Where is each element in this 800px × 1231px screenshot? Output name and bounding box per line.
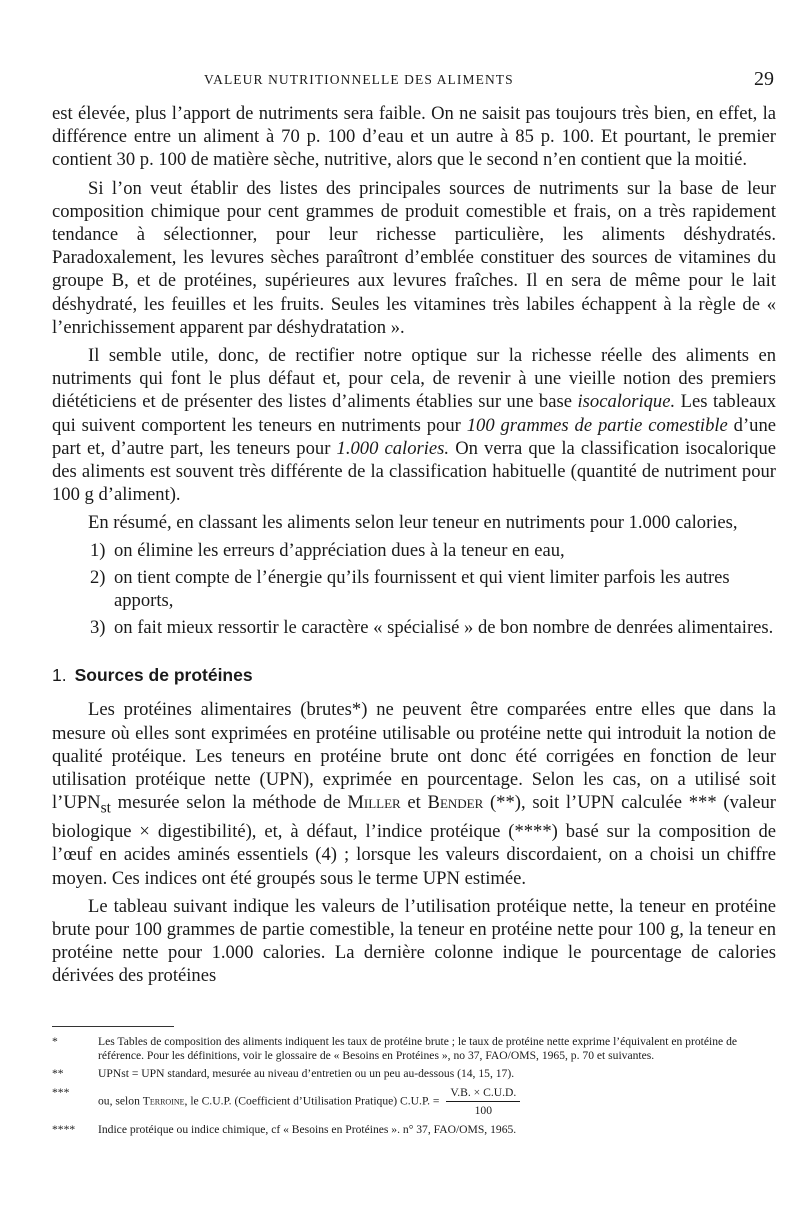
list-item [52, 539, 776, 562]
footnote [52, 1067, 776, 1081]
summary-list [52, 539, 776, 640]
footnotes [52, 1026, 776, 1141]
text-run: et [400, 792, 428, 814]
footnote-mark: ** [52, 1067, 64, 1080]
fraction-numerator: V.B. × C.U.D. [446, 1086, 520, 1103]
footnote [52, 1086, 776, 1118]
footnote-text: UPNst = UPN standard, mesurée au niveau d’entretien ou un peu au-dessous (14, 15, 17). [98, 1067, 515, 1080]
text-run: (**), soit l’UPN calculée *** (valeur biologique × digestibilité), et, à défaut, l’indice protéique (****) basé sur la composition de l’œuf en acides aminés essentiels (4) ; lorsque les valeurs discordaient, on a choisi un chiffre moyen. Ces indices ont été groupés sous le terme UPN estimée. [52, 792, 776, 889]
author-bender: Bender [427, 792, 484, 814]
footnote [52, 1035, 776, 1062]
page-number: 29 [754, 68, 774, 90]
subscript-st: st [100, 800, 111, 817]
author-terroine: Terroine [142, 1094, 185, 1108]
text-run: Il semble utile, donc, de rectifier notre optique sur la richesse réelle des aliments en nutriments qui font le plus défaut et, pour cela, de revenir à une vieille notion des premiers diététiciens et de présenter des listes d’aliments établies sur une base [52, 345, 776, 413]
running-title: VALEUR NUTRITIONNELLE DES ALIMENTS [204, 72, 514, 87]
text-run: mesurée selon la méthode de [110, 792, 348, 814]
list-item [52, 566, 776, 612]
emphasis-isocalorique: isocalorique. [577, 391, 676, 413]
footnote-text: Indice protéique ou indice chimique, cf « Besoins en Protéines ». n° 37, FAO/OMS, 1965. [98, 1122, 517, 1136]
footnote-text: ou, selon [98, 1094, 143, 1108]
text-run: Les tableaux qui suivent comportent les teneurs en nutriments pour [52, 391, 776, 436]
list-item-text: on tient compte de l’énergie qu’ils fournissent et qui vient limiter parfois les autres apports, [114, 566, 730, 612]
list-item-text: on fait mieux ressortir le caractère « spécialisé » de bon nombre de denrées alimentaires. [114, 617, 774, 639]
section-number: 1. [52, 665, 67, 686]
list-item [52, 616, 776, 639]
body-text [52, 102, 776, 988]
text-run: d’une part et, d’autre part, les teneurs pour [52, 414, 777, 459]
paragraph-summary: En résumé, en classant les aliments selon leur teneur en nutriments pour 1.000 calories, [88, 512, 738, 534]
emphasis-100-grammes: 100 grammes de partie comestible [466, 414, 728, 436]
footnote [52, 1123, 776, 1137]
list-item-number: 1) [90, 539, 106, 561]
footnote-text: , le C.U.P. (Coefficient d’Utilisation Pratique) C.U.P. = [184, 1094, 440, 1108]
paragraph-protein-quality [52, 698, 776, 889]
emphasis-1000-calories: 1.000 calories. [336, 437, 450, 459]
page [52, 0, 776, 1231]
footnote-text: Les Tables de composition des aliments indiquent les taux de protéine brute ; le taux de protéine nette exprime l’équivalent en protéine de référence. Pour les définitions, voir le glossaire de « Besoins en Protéines », no 37, FAO/OMS, 1965, p. 70 et suivantes. [98, 1035, 738, 1062]
paragraph-continuation: est élevée, plus l’apport de nutriments sera faible. On ne saisit pas toujours très bien, en effet, la différence entre un aliment à 70 p. 100 d’eau et un autre à 85 p. 100. Et pourtant, le premier contient 30 p. 100 de matière sèche, nutritive, alors que le second n’en contient que la moitié. [52, 103, 776, 171]
section-heading [52, 665, 776, 686]
text-run: On verra que la classification isocalorique des aliments est souvent très différente de la classification habituelle (quantité de nutriment pour 100 g d’aliment). [52, 437, 776, 506]
footnote-rule [52, 1026, 174, 1027]
footnote-mark: * [52, 1035, 58, 1048]
fraction-denominator: 100 [474, 1104, 493, 1117]
author-miller: Miller [347, 792, 401, 814]
footnote-mark: **** [52, 1122, 76, 1136]
list-item-text: on élimine les erreurs d’appréciation dues à la teneur en eau, [114, 539, 565, 561]
list-item-number: 2) [90, 566, 106, 588]
footnote-mark: *** [52, 1085, 70, 1099]
running-header [52, 70, 776, 94]
cup-fraction [446, 1086, 520, 1118]
section-title: Sources de protéines [74, 665, 253, 686]
list-item-number: 3) [90, 617, 106, 639]
paragraph-dehydrated-foods: Si l’on veut établir des listes des principales sources de nutriments sur la base de leur composition chimique pour cent grammes de produit comestible et frais, on a très rapidement tendance à sélectionner, pour leur richesse particulière, les aliments déshydratés. Paradoxalement, les levures sèches paraîtront d’emblée constituer des sources de vitamines du groupe B, et de protéines, supérieures aux levures fraîches. Il en sera de même pour le lait déshydraté, les feuilles et les fruits. Seules les vitamines très labiles échappent à la règle de « l’enrichissement apparent par déshydratation ». [52, 177, 776, 338]
paragraph-isocaloric [52, 344, 776, 506]
paragraph-table-intro: Le tableau suivant indique les valeurs de l’utilisation protéique nette, la teneur en protéine brute pour 100 grammes de partie comestible, la teneur en protéine nette pour 100 g, la teneur en protéine nette pour 1.000 calories. La dernière colonne indique le pourcentage de calories dérivées des protéines [52, 895, 776, 987]
text-run: Les protéines alimentaires (brutes*) ne peuvent être comparées entre elles que dans la mesure où elles sont exprimées en protéine utilisable ou protéine nette qui introduit la notion de qualité protéique. Les teneurs en protéine brute ont donc été corrigées en fonction de leur utilisation protéique nette (UPN), exprimée en pourcentage. Selon les cas, on a utilisé soit l’UPN [52, 699, 776, 814]
